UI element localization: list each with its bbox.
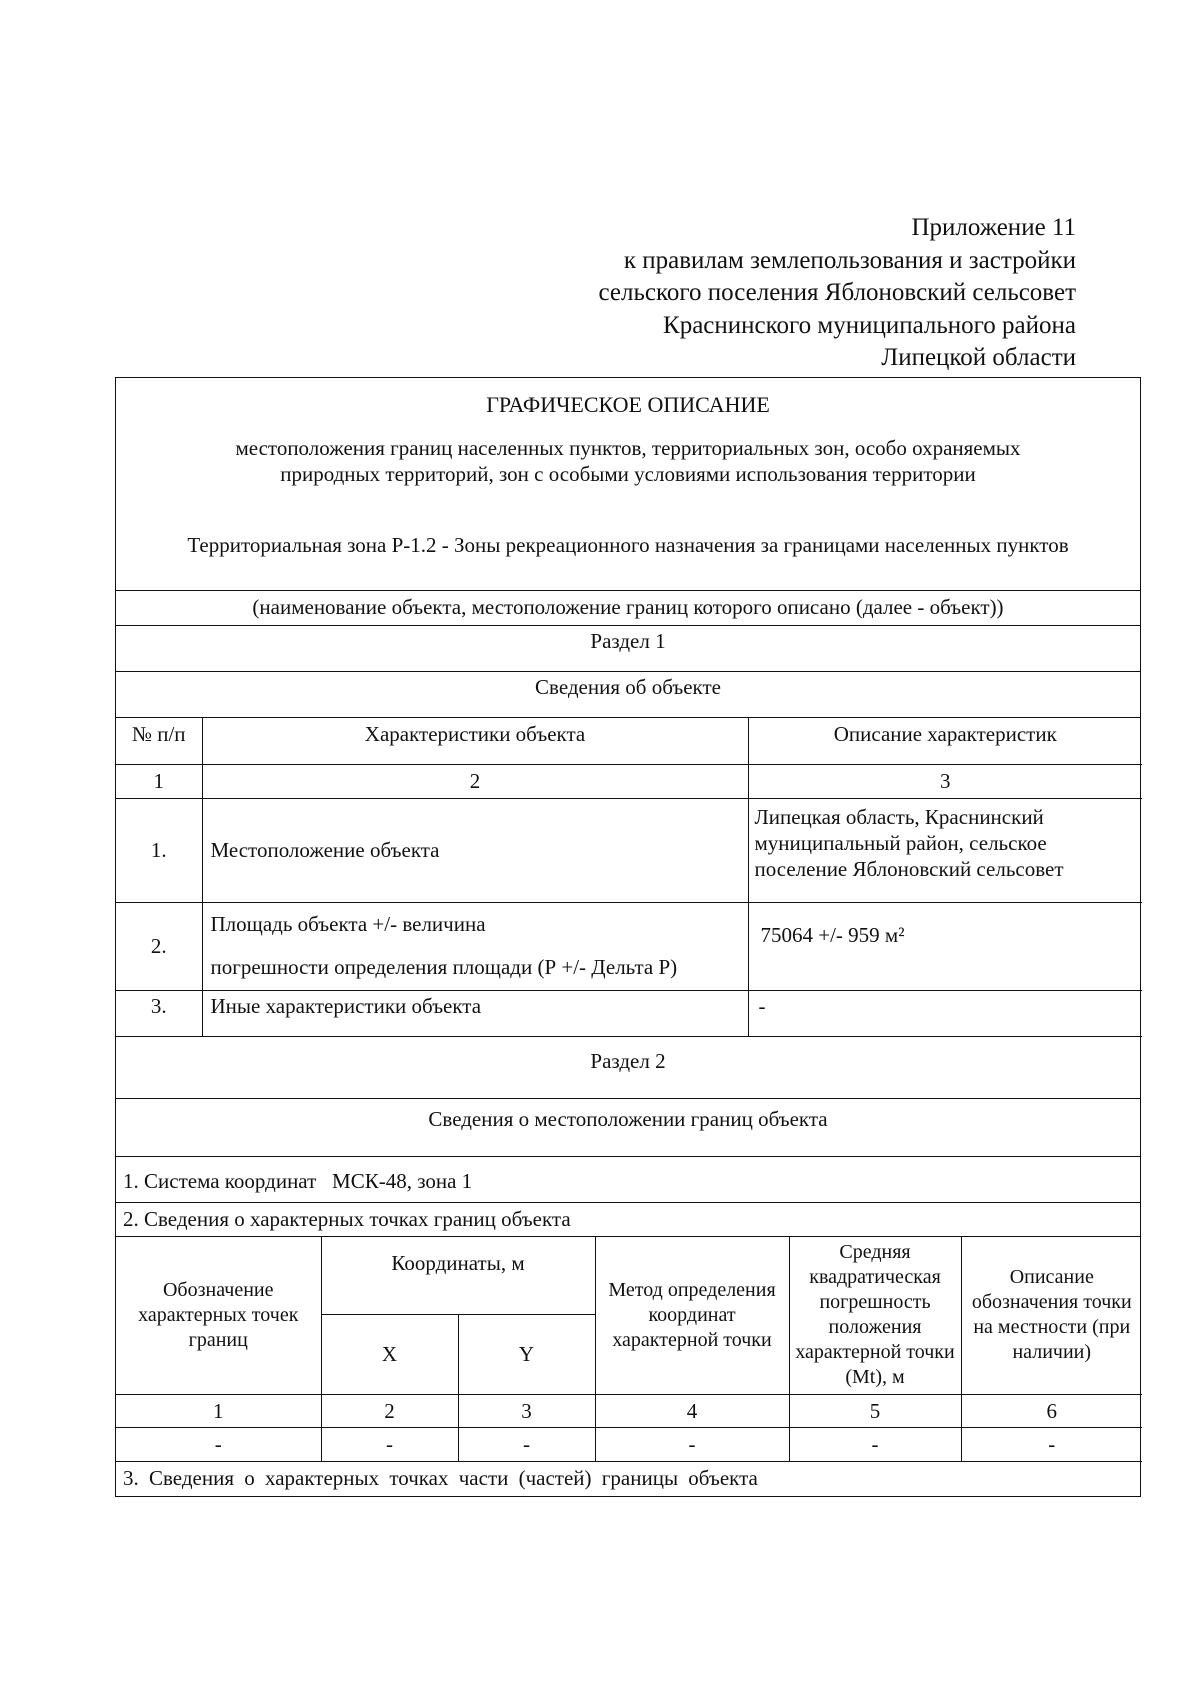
header-point-designation: Обозначение характерных точек границ — [116, 1237, 321, 1395]
coordinate-system-label: 1. Система координат — [123, 1168, 317, 1193]
column-number: 2 — [321, 1395, 458, 1428]
document-subtitle — [116, 435, 1140, 487]
row-number: 3. — [116, 990, 202, 1036]
object-caption: (наименование объекта, местоположение границ которого описано (далее - объект)) — [116, 591, 1140, 626]
header-x: X — [321, 1315, 458, 1395]
table-header-row — [116, 1237, 1142, 1315]
column-number-row — [116, 1395, 1142, 1428]
table-cell: - — [458, 1428, 595, 1462]
table-cell: - — [116, 1428, 321, 1462]
location-line-2: муниципальный район, сельское — [754, 830, 1047, 855]
location-line-1: Липецкая область, Краснинский — [754, 804, 1044, 829]
document-title: ГРАФИЧЕСКОЕ ОПИСАНИЕ — [486, 392, 770, 417]
row-characteristic — [202, 902, 748, 990]
table-cell: - — [961, 1428, 1142, 1462]
location-line-3: поселение Яблоновский сельсовет — [754, 856, 1064, 881]
header-point-description: Описание обозначения точки на местности (при наличии) — [961, 1237, 1142, 1395]
row-characteristic: Иные характеристики объекта — [202, 990, 748, 1036]
column-header-number: № п/п — [116, 718, 202, 764]
column-number: 3 — [458, 1395, 595, 1428]
header-coordinates: Координаты, м — [321, 1237, 595, 1315]
column-number: 2 — [202, 764, 748, 798]
table-row — [116, 902, 1142, 990]
boundary-points-table — [116, 1237, 1142, 1463]
row-characteristic: Местоположение объекта — [202, 798, 748, 902]
object-info-table — [116, 718, 1142, 1037]
area-value: 75064 +/- 959 м² — [748, 902, 1142, 990]
table-cell: - — [595, 1428, 789, 1462]
appendix-line-4: Краснинского муниципального района — [663, 311, 1076, 339]
column-number: 4 — [595, 1395, 789, 1428]
appendix-line-5: Липецкой области — [881, 344, 1076, 371]
table-row — [116, 990, 1142, 1036]
title-block — [116, 378, 1140, 591]
column-number: 1 — [116, 1395, 321, 1428]
zone-name: Территориальная зона Р-1.2 - Зоны рекреационного назначения за границами населенных пунктов — [187, 533, 1069, 557]
appendix-line-3: сельского поселения Яблоновский сельсовет — [598, 279, 1076, 306]
area-label-line-1: Площадь объекта +/- величина — [210, 912, 486, 936]
header-method: Метод определения координат характерной точки — [595, 1237, 789, 1395]
table-cell: - — [789, 1428, 961, 1462]
appendix-header — [599, 212, 1077, 375]
column-number: 5 — [789, 1395, 961, 1428]
section1-title: Раздел 1 — [116, 626, 1140, 672]
column-number-row — [116, 764, 1142, 798]
parts-section-title: 3. Сведения о характерных точках части (частей) границы объекта — [123, 1466, 758, 1490]
document-frame — [115, 377, 1141, 1497]
subtitle-line-1: местоположения границ населенных пунктов, территориальных зон, особо охраняемых — [235, 436, 1021, 460]
header-mean-error: Средняя квадратическая погрешность положения характерной точки (Mt), м — [789, 1237, 961, 1395]
column-number: 6 — [961, 1395, 1142, 1428]
section2-title: Раздел 2 — [116, 1037, 1140, 1099]
section1-subtitle: Сведения об объекте — [116, 672, 1140, 718]
table-row — [116, 1428, 1142, 1462]
points-section-title: 2. Сведения о характерных точках границ объекта — [116, 1203, 1140, 1237]
column-number: 3 — [748, 764, 1142, 798]
coordinate-system-value: МСК-48, зона 1 — [332, 1168, 473, 1193]
column-header-characteristics: Характеристики объекта — [202, 718, 748, 764]
coordinate-system — [116, 1157, 1140, 1203]
table-cell: - — [321, 1428, 458, 1462]
area-label-line-2: погрешности определения площади (Р +/- Дельта Р) — [210, 955, 678, 979]
column-header-description: Описание характеристик — [748, 718, 1142, 764]
row-description: - — [748, 990, 1142, 1036]
appendix-line-1: Приложение 11 — [911, 214, 1076, 241]
header-y: Y — [458, 1315, 595, 1395]
row-description — [748, 798, 1142, 902]
row-number: 1. — [116, 798, 202, 902]
column-number: 1 — [116, 764, 202, 798]
subtitle-line-2: природных территорий, зон с особыми условиями использования территории — [280, 462, 976, 486]
section2-subtitle: Сведения о местоположении границ объекта — [116, 1099, 1140, 1157]
table-row — [116, 798, 1142, 902]
table-header-row — [116, 718, 1142, 764]
row-number: 2. — [116, 902, 202, 990]
appendix-line-2: к правилам землепользования и застройки — [623, 246, 1076, 274]
